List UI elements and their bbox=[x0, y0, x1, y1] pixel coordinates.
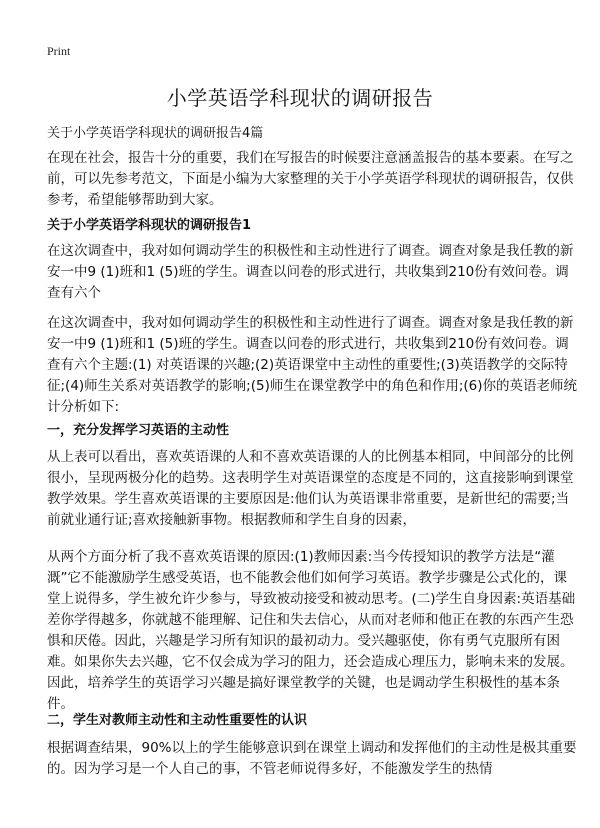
paragraph-5: 根据调查结果，90%以上的学生能够意识到在课堂上调动和发挥他们的主动性是极其重要的。因为学习是一个人自己的事，不管老师说得多好，不能激发学生的热情 bbox=[47, 740, 577, 777]
print-link[interactable]: Print bbox=[47, 44, 71, 58]
sub-heading-2: 二，学生对教师主动性和主动性重要性的认识 bbox=[47, 713, 308, 728]
intro-paragraph: 在现在社会，报告十分的重要，我们在写报告的时候要注意涵盖报告的基本要素。在写之前，可以先参考范文，下面是小编为大家整理的关于小学英语学科现状的调研报告，仅供参考，希望能够帮助到大家。 bbox=[47, 150, 574, 208]
sub-heading-1: 一，充分发挥学习英语的主动性 bbox=[47, 423, 230, 438]
report-heading-1: 关于小学英语学科现状的调研报告1 bbox=[47, 218, 252, 233]
document-subtitle: 关于小学英语学科现状的调研报告4篇 bbox=[47, 126, 264, 141]
document-title: 小学英语学科现状的调研报告 bbox=[166, 86, 434, 110]
paragraph-4: 从两个方面分析了我不喜欢英语课的原因:(1)教师因素:当今传授知识的教学方法是“灌溉”它不能激励学生感受英语，也不能教会他们如何学习英语。教学步骤是公式化的，课堂上说得多，学生被允许少参与，导致被动接受和被动思考。(二)学生自身因素:英语基础差你学得越多，你就越不能理解、记住和失去信心，从而对老师和他正在教的东西产生恐惧和厌倦。因此，兴趣是学习所有知识的最初动力。受兴趣驱使，你有勇气克服所有困难。如果你失去兴趣，它不仅会成为学习的阻力，还会造成心理压力，影响未来的发展。因此，培养学生的英语学习兴趣是搞好课堂教学的关键，也是调动学生积极性的基本条件。 bbox=[47, 549, 576, 712]
paragraph-2: 在这次调查中，我对如何调动学生的积极性和主动性进行了调查。调查对象是我任教的新安一中9 (1)班和1 (5)班的学生。调查以问卷的形式进行，共收集到210份有效问卷。调查有六个主题:(1) 对英语课的兴趣;(2)英语课堂中主动性的重要性;(3)英语教学的交际特征;(4)师生关系对英语教学的影响;(5)师生在课堂教学中的角色和作用;(6)你的英语老师统计分析如下: bbox=[47, 315, 578, 415]
paragraph-1: 在这次调查中，我对如何调动学生的积极性和主动性进行了调查。调查对象是我任教的新安一中9 (1)班和1 (5)班的学生。调查以问卷的形式进行，共收集到210份有效问卷。调查有六个 bbox=[47, 243, 574, 301]
paragraph-3: 从上表可以看出，喜欢英语课的人和不喜欢英语课的人的比例基本相同，中间部分的比例很小，呈现两极分化的趋势。这表明学生对英语课堂的态度是不同的，这直接影响到课堂教学效果。学生喜欢英语课的主要原因是:他们认为英语课非常重要，是新世纪的需要;当前就业通行证;喜欢接触新事物。根据教师和学生自身的因素， bbox=[47, 449, 574, 528]
